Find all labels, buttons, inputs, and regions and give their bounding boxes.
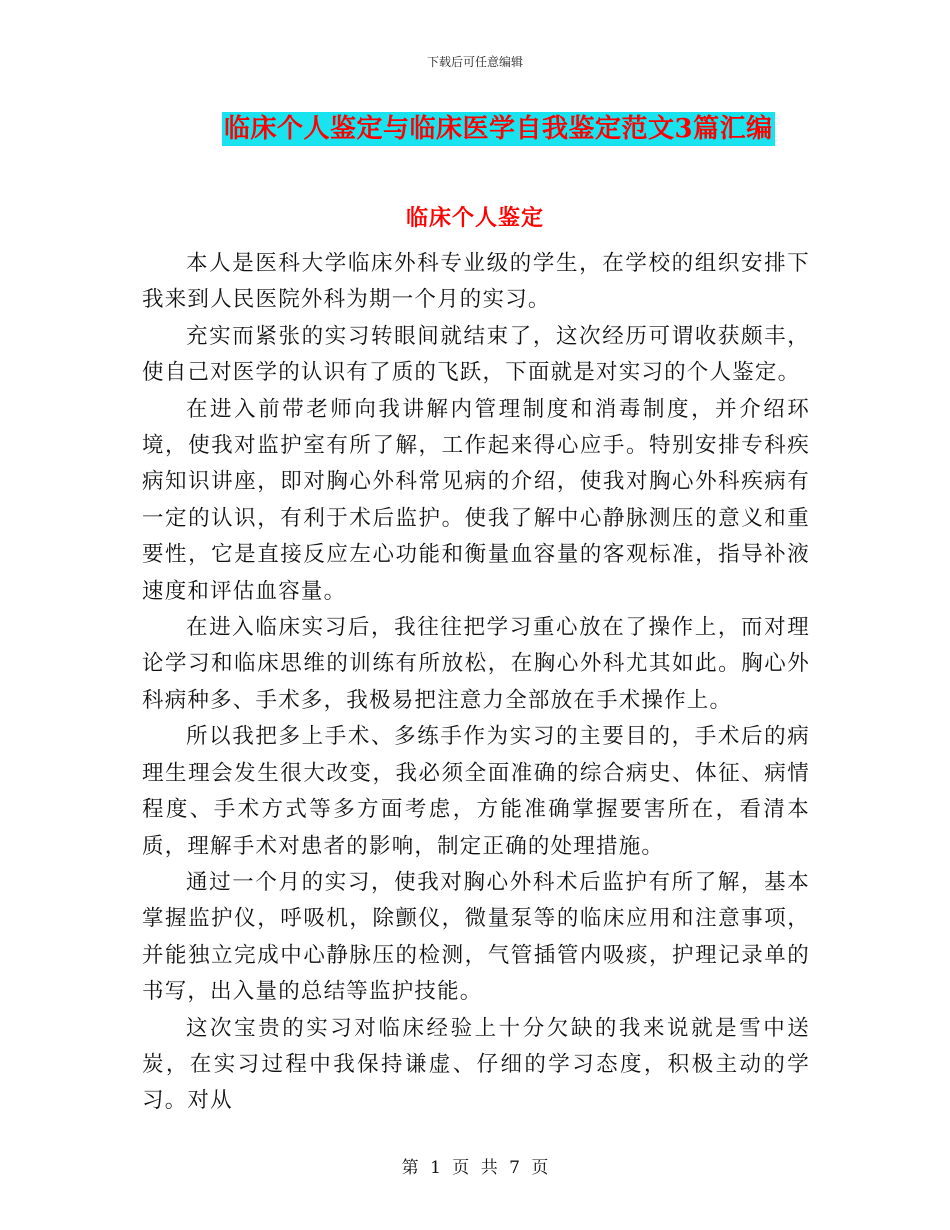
paragraph: 在进入前带老师向我讲解内管理制度和消毒制度，并介绍环境，使我对监护室有所了解，工作起来得心应手。特别安排专科疾病知识讲座，即对胸心外科常见病的介绍，使我对胸心外科疾病有一定的认识，有利于术后监护。使我了解中心静脉测压的意义和重要性，它是直接反应左心功能和衡量血容量的客观标准，指导补液速度和评估血容量。 [142, 396, 810, 604]
page-number-footer: 第 1 页 共 7 页 [401, 1158, 549, 1178]
paragraph: 所以我把多上手术、多练手作为实习的主要目的，手术后的病理生理会发生很大改变，我必须全面准确的综合病史、体征、病情程度、手术方式等多方面考虑，方能准确掌握要害所在，看清本质，理解手术对患者的影响，制定正确的处理措施。 [142, 724, 810, 859]
document-title: 临床个人鉴定与临床医学自我鉴定范文3篇汇编 [224, 114, 773, 144]
paragraph: 充实而紧张的实习转眼间就结束了，这次经历可谓收获颇丰，使自己对医学的认识有了质的飞跃，下面就是对实习的个人鉴定。 [142, 323, 810, 386]
page-header-note: 下载后可任意编辑 [426, 55, 523, 69]
paragraph: 本人是医科大学临床外科专业级的学生，在学校的组织安排下我来到人民医院外科为期一个月的实习。 [142, 251, 810, 313]
paragraph: 在进入临床实习后，我往往把学习重心放在了操作上，而对理论学习和临床思维的训练有所放松，在胸心外科尤其如此。胸心外科病种多、手术多，我极易把注意力全部放在手术操作上。 [142, 615, 810, 713]
paragraph: 通过一个月的实习，使我对胸心外科术后监护有所了解，基本掌握监护仪，呼吸机，除颤仪，微量泵等的临床应用和注意事项，并能独立完成中心静脉压的检测，气管插管内吸痰，护理记录单的书写，出入量的总结等监护技能。 [142, 869, 810, 1005]
document-body [142, 246, 810, 1120]
section-title: 临床个人鉴定 [405, 205, 544, 231]
paragraph: 这次宝贵的实习对临床经验上十分欠缺的我来说就是雪中送炭，在实习过程中我保持谦虚、仔细的学习态度，积极主动的学习。对从 [142, 1015, 810, 1114]
